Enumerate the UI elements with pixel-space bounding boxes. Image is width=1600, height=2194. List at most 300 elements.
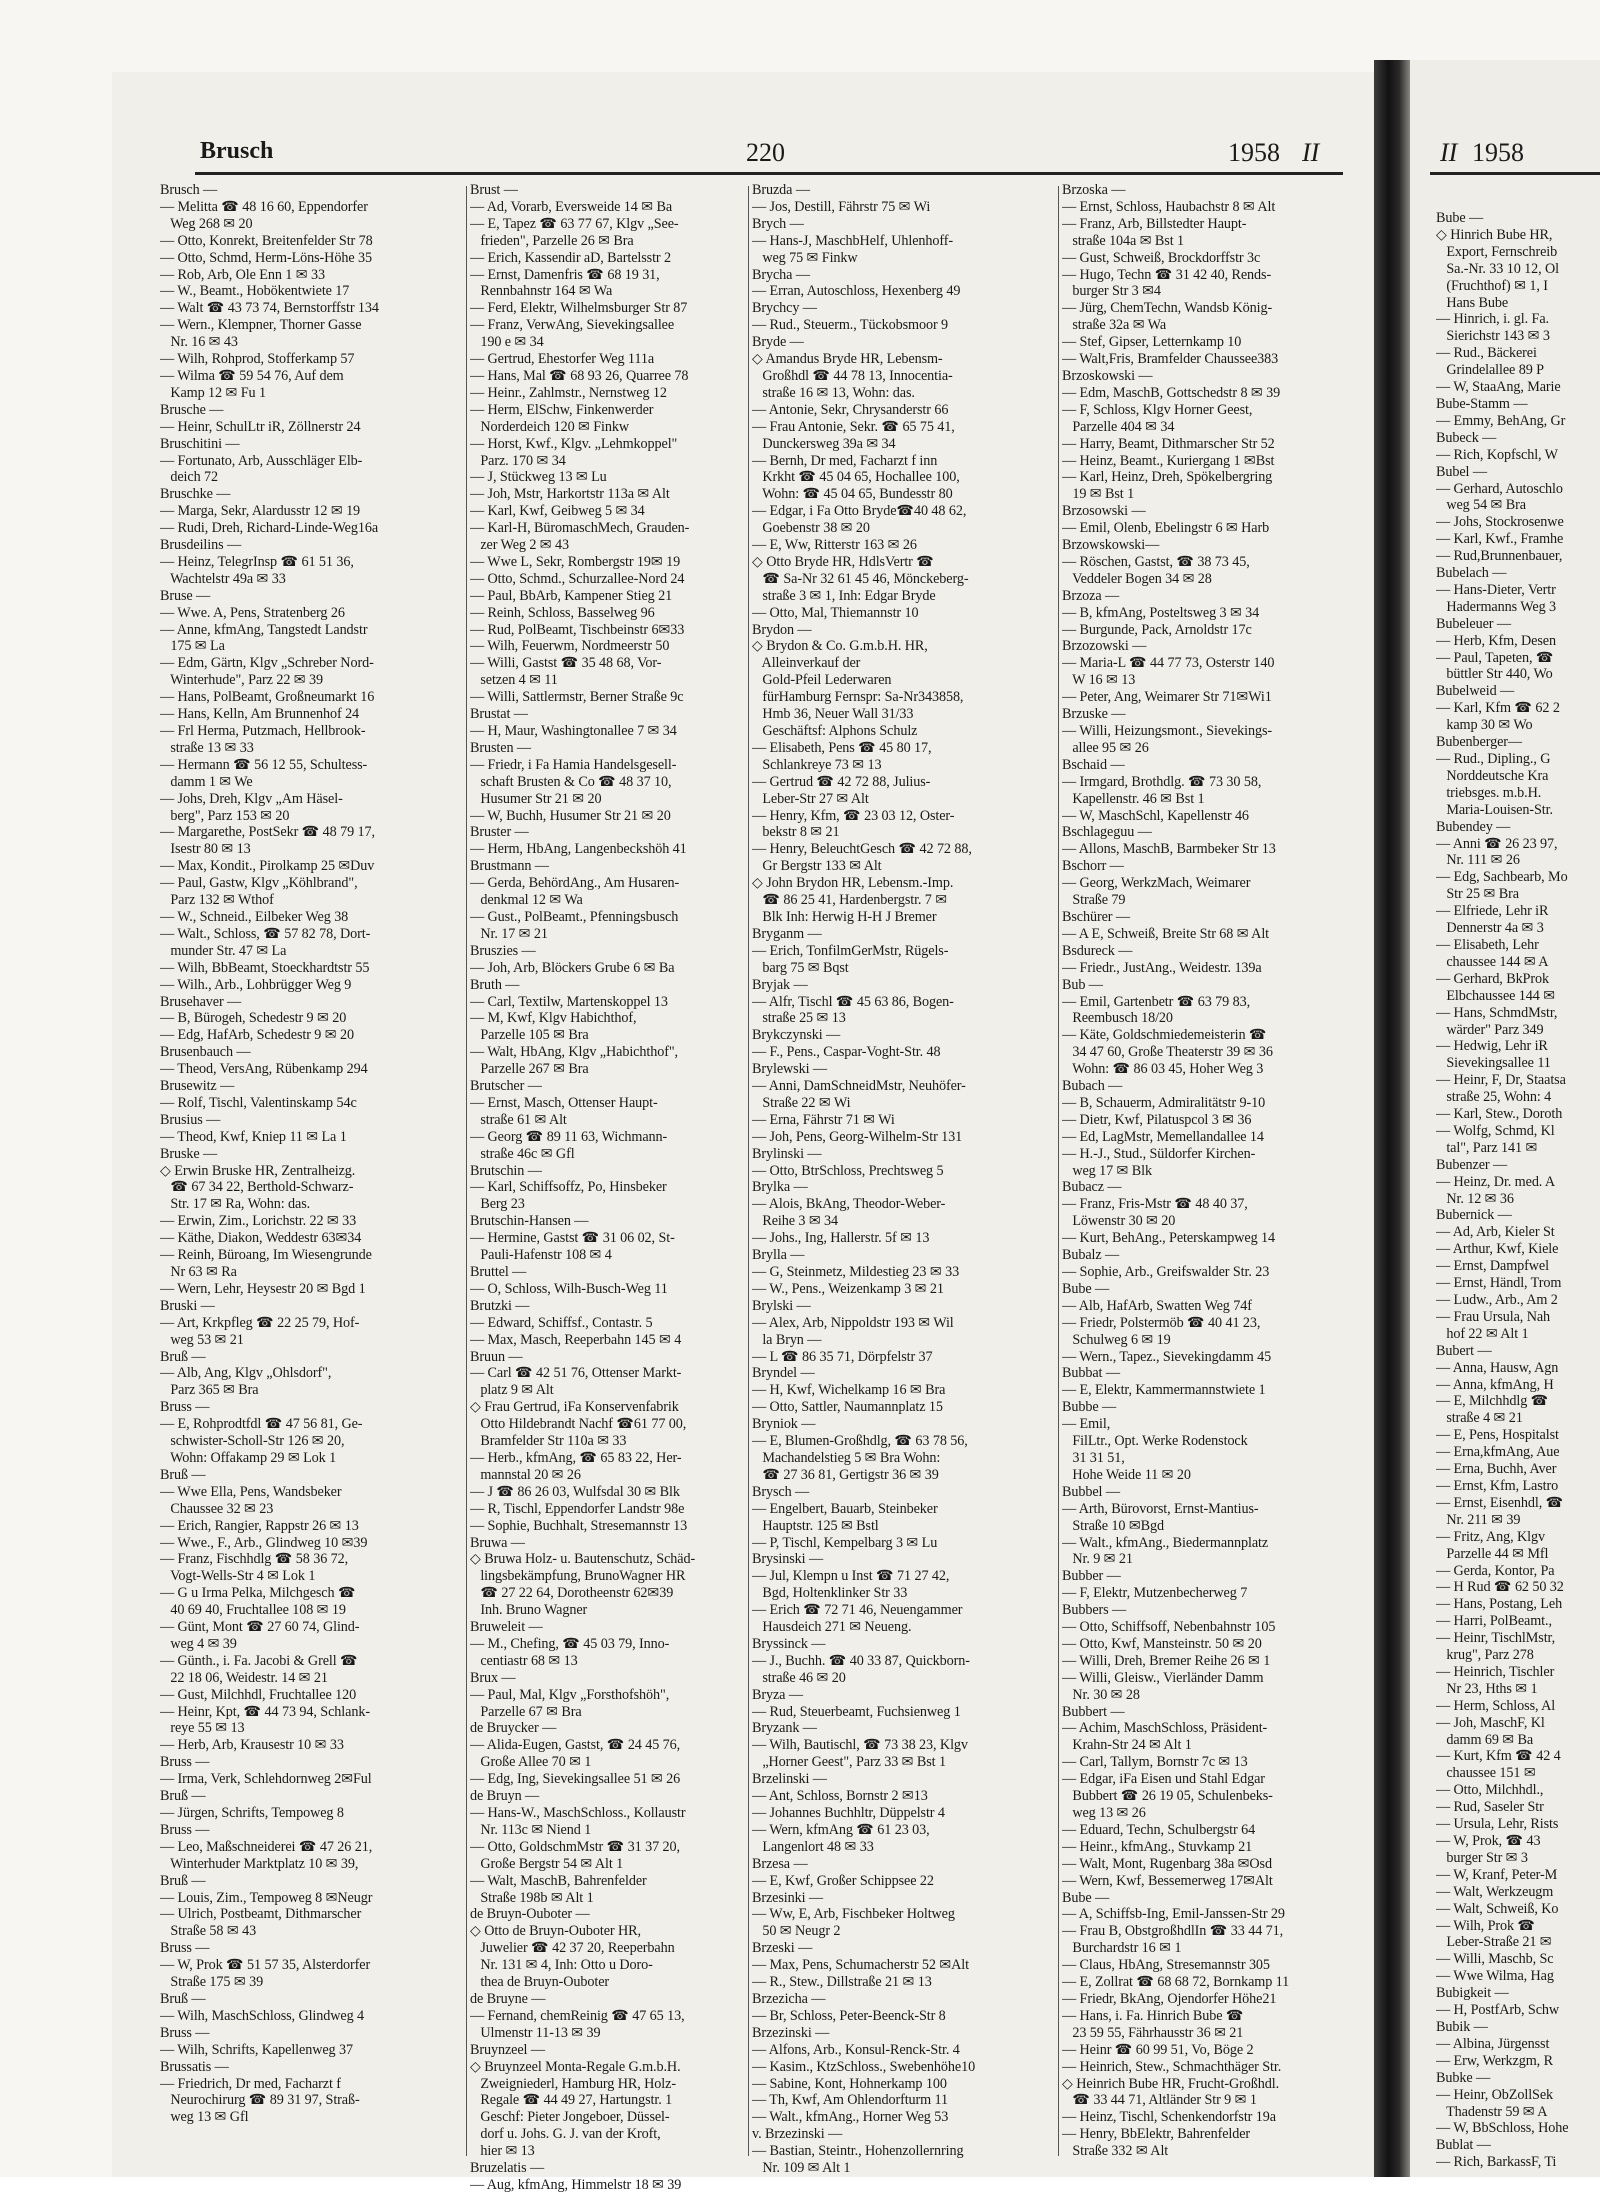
- directory-line: — Max, Masch, Reeperbahn 145 ✉ 4: [470, 1331, 682, 1348]
- directory-line: Löwenstr 30 ✉ 20: [1062, 1213, 1176, 1230]
- directory-line: Brusius —: [160, 1111, 221, 1128]
- directory-line: Bruß —: [160, 1348, 206, 1365]
- directory-line: — Ferd, Elektr, Wilhelmsburger Str 87: [470, 300, 688, 317]
- directory-line: ◇ Heinrich Bube HR, Frucht-Großhdl.: [1062, 2075, 1280, 2092]
- directory-line: — Arthur, Kwf, Kiele: [1436, 1241, 1559, 1258]
- directory-line: Bryndel —: [752, 1365, 815, 1382]
- directory-line: allee 95 ✉ 26: [1062, 739, 1149, 756]
- directory-line: Bryssinck —: [752, 1635, 826, 1652]
- directory-line: Brzeski —: [752, 1940, 813, 1957]
- directory-line: — W, Buchh, Husumer Str 21 ✉ 20: [470, 807, 671, 824]
- directory-line: ◇ Amandus Bryde HR, Lebensm-: [752, 351, 943, 368]
- directory-line: Nr. 211 ✉ 39: [1436, 1511, 1521, 1528]
- directory-line: Reembusch 18/20: [1062, 1010, 1173, 1027]
- directory-line: Bryganm —: [752, 925, 822, 942]
- directory-line: Str 25 ✉ Bra: [1436, 886, 1519, 903]
- directory-line: Brzoskowski —: [1062, 367, 1153, 384]
- directory-line: — Edg, Ing, Sievekingsallee 51 ✉ 26: [470, 1771, 681, 1788]
- directory-line: Brylla —: [752, 1247, 805, 1264]
- directory-line: — Edward, Schiffsf., Contastr. 5: [470, 1314, 653, 1331]
- directory-line: Bruss —: [160, 2024, 210, 2041]
- directory-line: zer Weg 2 ✉ 43: [470, 537, 570, 554]
- directory-line: — Frl Herma, Putzmach, Hellbrook-: [160, 723, 366, 739]
- directory-line: — Ludw., Arb., Am 2: [1436, 1292, 1558, 1308]
- directory-line: Bubbert —: [1062, 1703, 1125, 1720]
- directory-line: ◇ Bruwa Holz- u. Bautenschutz, Schäd-: [470, 1551, 696, 1568]
- directory-line: Brykczynski —: [752, 1027, 841, 1044]
- directory-line: Straße 198b ✉ Alt 1: [470, 1889, 594, 1906]
- directory-line: Bubelweid —: [1436, 683, 1515, 700]
- directory-line: Sa.-Nr. 33 10 12, Ol: [1436, 260, 1560, 277]
- directory-line: — Erna, Fährstr 71 ✉ Wi: [752, 1111, 895, 1128]
- directory-line: Bublat —: [1436, 2137, 1491, 2154]
- directory-line: — Fritz, Ang, Klgv: [1436, 1528, 1545, 1545]
- directory-line: deich 72: [160, 469, 218, 486]
- directory-line: — E, Zollrat ☎ 68 68 72, Bornkamp 11: [1062, 1974, 1290, 1991]
- directory-line: Brutschin —: [470, 1162, 542, 1179]
- directory-line: — Wilh, BbBeamt, Stoeckhardtstr 55: [160, 959, 370, 976]
- directory-line: wärder" Parz 349: [1436, 1021, 1544, 1038]
- directory-line: Bube-Stamm —: [1436, 395, 1528, 412]
- directory-line: straße 13 ✉ 33: [160, 739, 254, 756]
- directory-line: Bub —: [1062, 976, 1103, 993]
- directory-line: — Heinr, Kpt, ☎ 44 73 94, Schlank-: [160, 1703, 370, 1720]
- directory-line: — H, Kwf, Wichelkamp 16 ✉ Bra: [752, 1382, 946, 1399]
- directory-line: — Heinr, TischlMstr,: [1436, 1630, 1556, 1647]
- directory-line: — Georg ☎ 89 11 63, Wichmann-: [470, 1128, 668, 1145]
- directory-line: straße 32a ✉ Wa: [1062, 317, 1167, 334]
- directory-line: — Otto, Schiffsoff, Nebenbahnstr 105: [1062, 1619, 1276, 1636]
- directory-line: — Rud., Steuerm., Tückobsmoor 9: [752, 317, 949, 334]
- directory-line: Brzozowski —: [1062, 638, 1147, 655]
- directory-line: — Emmy, BehAng, Gr: [1436, 412, 1566, 429]
- directory-line: — Harry, Beamt, Dithmarscher Str 52: [1062, 435, 1275, 452]
- directory-line: burger Str ✉ 3: [1436, 1849, 1528, 1866]
- directory-line: — Wilh, Bautischl, ☎ 73 38 23, Klgv: [752, 1737, 968, 1754]
- directory-line: — W, Prok ☎ 51 57 35, Alsterdorfer: [160, 1957, 371, 1974]
- directory-line: — G u Irma Pelka, Milchgesch ☎: [160, 1585, 356, 1602]
- directory-line: Bubbers —: [1062, 1602, 1127, 1619]
- directory-line: Brzowskowski—: [1062, 537, 1160, 554]
- directory-line: — Antonie, Sekr, Chrysanderstr 66: [752, 401, 949, 418]
- directory-line: — Ulrich, Postbeamt, Dithmarscher: [160, 1906, 362, 1923]
- directory-line: — Kurt, BehAng., Peterskampweg 14: [1062, 1230, 1276, 1247]
- directory-line: — Br, Schloss, Peter-Beenck-Str 8: [752, 2007, 946, 2024]
- directory-line: Brusehaver —: [160, 993, 242, 1010]
- directory-line: ☎ 27 22 64, Dorotheenstr 62✉39: [470, 1585, 674, 1602]
- directory-line: ☎ 67 34 22, Berthold-Schwarz-: [160, 1179, 354, 1196]
- directory-line: — Hans, SchmdMstr,: [1436, 1004, 1558, 1021]
- directory-line: Brusenbauch —: [160, 1044, 251, 1061]
- directory-line: — Erwin, Zim., Lorichstr. 22 ✉ 33: [160, 1213, 357, 1230]
- directory-line: — Peter, Ang, Weimarer Str 71✉Wi1: [1062, 689, 1272, 706]
- directory-line: ◇ Hinrich Bube HR,: [1436, 226, 1553, 243]
- directory-line: Bruss —: [160, 1821, 210, 1838]
- directory-line: Bruss —: [160, 1754, 210, 1771]
- directory-line: Elbchaussee 144 ✉: [1436, 987, 1556, 1004]
- directory-line: — Hans, Mal ☎ 68 93 26, Quarree 78: [470, 367, 689, 384]
- directory-line: — Willi, Heizungsmont., Sievekings-: [1062, 723, 1273, 739]
- directory-line: tal", Parz 141 ✉: [1436, 1139, 1538, 1156]
- directory-line: — E, Ww, Ritterstr 163 ✉ 26: [752, 537, 917, 554]
- directory-line: Bruszies —: [470, 942, 536, 959]
- directory-line: weg 4 ✉ 39: [160, 1635, 237, 1652]
- directory-line: — Röschen, Gastst, ☎ 38 73 45,: [1062, 553, 1250, 570]
- directory-line: Große Bergstr 54 ✉ Alt 1: [470, 1855, 624, 1872]
- directory-line: damm 1 ✉ We: [160, 773, 253, 790]
- directory-line: Bruth —: [470, 976, 520, 993]
- directory-line: — Wilh, Feuerwm, Nordmeerstr 50: [470, 638, 670, 655]
- directory-line: — Leo, Maßschneiderei ☎ 47 26 21,: [160, 1838, 373, 1855]
- directory-line: — Erich ☎ 72 71 46, Neuengammer: [752, 1602, 963, 1619]
- directory-line: Bruski —: [160, 1297, 215, 1314]
- directory-line: — Heinr, SchulLtr iR, Zöllnerstr 24: [160, 418, 361, 435]
- directory-line: Winterhude", Parz 22 ✉ 39: [160, 672, 323, 689]
- directory-line: ◇ John Brydon HR, Lebensm.-Imp.: [752, 875, 954, 892]
- directory-line: — Edgar, i Fa Otto Bryde☎40 48 62,: [752, 503, 967, 520]
- directory-line: Bubernick —: [1436, 1207, 1512, 1224]
- directory-line: — P, Tischl, Kempelbarg 3 ✉ Lu: [752, 1534, 938, 1551]
- directory-line: Gold-Pfeil Lederwaren: [752, 672, 892, 689]
- directory-line: krug", Parz 278: [1436, 1647, 1534, 1664]
- directory-line: — Wilh., Arb., Lohbrügger Weg 9: [160, 976, 352, 993]
- directory-line: thea de Bruyn-Ouboter: [470, 1974, 610, 1991]
- directory-line: — Otto, Kwf, Mansteinstr. 50 ✉ 20: [1062, 1635, 1262, 1652]
- directory-line: — Walt ☎ 43 73 74, Bernstorffstr 134: [160, 300, 379, 317]
- directory-line: 22 18 06, Weidestr. 14 ✉ 21: [160, 1669, 328, 1686]
- page-number: 220: [746, 138, 785, 167]
- directory-line: — Ernst, Dampfwel: [1436, 1258, 1549, 1275]
- directory-line: — Anni, DamSchneidMstr, Neuhöfer-: [752, 1078, 966, 1095]
- directory-line: — Rud, Saseler Str: [1436, 1799, 1544, 1816]
- directory-line: — Louis, Zim., Tempoweg 8 ✉Neugr: [160, 1889, 373, 1906]
- directory-line: Nr. 30 ✉ 28: [1062, 1686, 1140, 1703]
- directory-line: Wohn: ☎ 86 03 45, Hoher Weg 3: [1062, 1061, 1264, 1078]
- directory-line: Weg 268 ✉ 20: [160, 215, 253, 232]
- directory-line: ◇ Otto de Bruyn-Ouboter HR,: [470, 1923, 641, 1940]
- directory-line: — Hans-J, MaschbHelf, Uhlenhoff-: [752, 232, 954, 249]
- directory-line: Krkht ☎ 45 04 65, Hochallee 100,: [752, 469, 960, 486]
- directory-line: Parz 365 ✉ Bra: [160, 1382, 259, 1399]
- directory-line: — Friedrich, Dr med, Facharzt f: [160, 2075, 341, 2092]
- directory-line: straße 25, Wohn: 4: [1436, 1089, 1552, 1106]
- directory-line: — Arth, Bürovorst, Ernst-Mantius-: [1062, 1500, 1259, 1517]
- directory-line: — Gertrud, Ehestorfer Weg 111a: [470, 351, 655, 368]
- directory-line: — Herb, Arb, Krausestr 10 ✉ 33: [160, 1737, 344, 1754]
- directory-line: Brzesinki —: [752, 1889, 824, 1906]
- directory-line: — Otto, Mal, Thiemannstr 10: [752, 604, 919, 621]
- directory-line: — Elisabeth, Pens ☎ 45 80 17,: [752, 739, 932, 756]
- directory-line: — Paul, Tapeten, ☎: [1436, 649, 1554, 666]
- directory-line: setzen 4 ✉ 11: [470, 672, 558, 689]
- directory-line: — Burgunde, Pack, Arnoldstr 17c: [1062, 621, 1252, 638]
- directory-line: — Johs, Dreh, Klgv „Am Häsel-: [160, 790, 343, 807]
- directory-line: Bryjak —: [752, 976, 808, 993]
- directory-line: — Paul, BbArb, Kampener Stieg 21: [470, 587, 673, 604]
- directory-line: — Walt, Werkzeugm: [1436, 1883, 1554, 1900]
- directory-line: — W, BbSchloss, Hohe: [1436, 2120, 1569, 2137]
- directory-line: — Ww, E, Arb, Fischbeker Holtweg: [752, 1906, 955, 1923]
- directory-line: — Walt, Schweiß, Ko: [1436, 1900, 1559, 1917]
- directory-line: — Alb, HafArb, Swatten Weg 74f: [1062, 1297, 1252, 1314]
- directory-line: Maria-Louisen-Str.: [1436, 801, 1553, 818]
- header-year: 1958: [1228, 138, 1280, 167]
- directory-line: — Günt, Mont ☎ 27 60 74, Glind-: [160, 1619, 360, 1636]
- directory-line: Bubel —: [1436, 463, 1487, 480]
- directory-line: — Ad, Arb, Kieler St: [1436, 1224, 1555, 1241]
- directory-line: — E, Kwf, Großer Schippsee 22: [752, 1872, 934, 1889]
- directory-line: straße 46 ✉ 20: [752, 1669, 846, 1686]
- directory-line: reye 55 ✉ 13: [160, 1720, 245, 1737]
- directory-line: Bubacz —: [1062, 1179, 1122, 1196]
- directory-line: Nr. 16 ✉ 43: [160, 334, 238, 351]
- directory-line: Bubbert ☎ 26 19 05, Schulenbeks-: [1062, 1788, 1273, 1805]
- right-header-rule: [1430, 172, 1600, 175]
- directory-line: — Carl, Tallym, Bornstr 7c ✉ 13: [1062, 1754, 1248, 1771]
- directory-line: — Wilh, Schrifts, Kapellenweg 37: [160, 2041, 353, 2058]
- directory-line: Norddeutsche Kra: [1436, 767, 1549, 784]
- directory-line: — Rud, Steuerbeamt, Fuchsienweg 1: [752, 1703, 961, 1720]
- directory-line: — E, Tapez ☎ 63 77 67, Klgv „See-: [470, 215, 679, 232]
- directory-line: Bruß —: [160, 1990, 206, 2007]
- directory-line: Bubke —: [1436, 2069, 1491, 2086]
- directory-line: — Paul, Gastw, Klgv „Köhlbrand",: [160, 875, 358, 892]
- directory-line: — Reinh, Büroang, Im Wiesengrunde: [160, 1247, 372, 1264]
- directory-line: Brutzki —: [470, 1297, 530, 1314]
- directory-line: weg 13 ✉ Gfl: [160, 2109, 249, 2126]
- directory-line: — E, Blumen-Großhdlg, ☎ 63 78 56,: [752, 1433, 968, 1450]
- directory-line: — Engelbert, Bauarb, Steinbeker: [752, 1500, 938, 1517]
- directory-line: — Anni ☎ 26 23 97,: [1436, 835, 1558, 852]
- directory-line: Hauptstr. 125 ✉ Bstl: [752, 1517, 879, 1534]
- directory-line: Bruwa —: [470, 1534, 525, 1551]
- directory-line: Regale ☎ 44 49 27, Hartungstr. 1: [470, 2092, 673, 2109]
- directory-line: — Herm, Schloss, Al: [1436, 1697, 1556, 1714]
- directory-line: — Art, Krkpfleg ☎ 22 25 79, Hof-: [160, 1314, 360, 1331]
- directory-line: Brysch —: [752, 1483, 810, 1500]
- directory-line: Brylinski —: [752, 1145, 822, 1162]
- directory-line: — Reinh, Schloss, Basselweg 96: [470, 604, 655, 621]
- directory-line: 175 ✉ La: [160, 638, 225, 655]
- directory-line: Nr. 12 ✉ 36: [1436, 1190, 1514, 1207]
- directory-line: ◇ Frau Gertrud, iFa Konservenfabrik: [470, 1399, 679, 1416]
- directory-line: Nr. 111 ✉ 26: [1436, 852, 1520, 869]
- directory-line: weg 53 ✉ 21: [160, 1331, 244, 1348]
- directory-line: Parzelle 105 ✉ Bra: [470, 1027, 589, 1044]
- directory-line: Brydon —: [752, 621, 812, 638]
- directory-line: Schulweg 6 ✉ 19: [1062, 1331, 1171, 1348]
- directory-line: Bruss —: [160, 1399, 210, 1416]
- directory-line: Blk Inh: Herwig H-H J Bremer: [752, 908, 937, 925]
- directory-line: — Kasim., KtzSchloss., Swebenhöhe10: [752, 2058, 976, 2075]
- directory-line: centiastr 68 ✉ 13: [470, 1652, 578, 1669]
- directory-line: — F., Pens., Caspar-Voght-Str. 48: [752, 1044, 941, 1061]
- directory-line: ☎ 27 36 81, Gertigstr 36 ✉ 39: [752, 1466, 939, 1483]
- directory-line: — Gerhard, Autoschlo: [1436, 480, 1563, 497]
- directory-line: — Friedr., JustAng., Weidestr. 139a: [1062, 959, 1262, 976]
- directory-line: — Hedwig, Lehr iR: [1436, 1038, 1548, 1055]
- directory-line: — Frau Antonie, Sekr. ☎ 65 75 41,: [752, 418, 955, 435]
- directory-line: weg 17 ✉ Blk: [1062, 1162, 1152, 1179]
- directory-line: — Heinz, TelegrInsp ☎ 61 51 36,: [160, 553, 354, 570]
- directory-line: — Anna, Hausw, Agn: [1436, 1359, 1559, 1376]
- directory-line: Bschürer —: [1062, 908, 1130, 925]
- directory-line: — Jos, Destill, Fährstr 75 ✉ Wi: [752, 198, 931, 215]
- directory-line: — Otto, Milchhdl.,: [1436, 1782, 1544, 1799]
- directory-line: — Herm, HbAng, Langenbeckshöh 41: [470, 841, 687, 858]
- directory-line: Bubert —: [1436, 1342, 1492, 1359]
- directory-line: — Ad, Vorarb, Eversweide 14 ✉ Ba: [470, 198, 673, 215]
- directory-line: Straße 79: [1062, 892, 1126, 909]
- directory-column-4: [1062, 182, 1362, 2160]
- directory-line: — Heinr., kfmAng., Stuvkamp 21: [1062, 1838, 1253, 1855]
- directory-line: — Walt,Fris, Bramfelder Chaussee383: [1062, 351, 1279, 368]
- directory-line: Reihe 3 ✉ 34: [752, 1213, 839, 1230]
- directory-line: Brusche —: [160, 401, 224, 418]
- directory-line: W 16 ✉ 13: [1062, 672, 1136, 689]
- directory-line: Bubeck —: [1436, 429, 1497, 446]
- directory-line: — Friedr, BkAng, Ojendorfer Höhe21: [1062, 1990, 1277, 2007]
- directory-line: straße 3 ✉ 1, Inh: Edgar Bryde: [752, 587, 936, 604]
- directory-line: — Rud., Dipling., G: [1436, 751, 1551, 767]
- directory-line: dorf u. Johs. G. J. van der Kroft,: [470, 2126, 661, 2143]
- directory-line: Hans Bube: [1436, 294, 1509, 311]
- directory-line: Brussatis —: [160, 2058, 229, 2075]
- directory-line: — Marga, Sekr, Alardusstr 12 ✉ 19: [160, 503, 361, 520]
- directory-line: Bruß —: [160, 1466, 206, 1483]
- directory-line: Bubelach —: [1436, 565, 1507, 582]
- directory-line: Bube —: [1062, 1889, 1110, 1906]
- directory-line: — Erich, Kassendir aD, Bartelsstr 2: [470, 249, 671, 266]
- directory-line: Bruzda —: [752, 182, 810, 198]
- directory-line: ◇ Brydon & Co. G.m.b.H. HR,: [752, 638, 928, 655]
- directory-line: — W., Beamt., Hobökentwiete 17: [160, 283, 350, 300]
- directory-line: — Eduard, Techn, Schulbergstr 64: [1062, 1821, 1256, 1838]
- directory-line: — Heinr, ObZollSek: [1436, 2086, 1554, 2103]
- directory-line: ☎ 33 44 71, Altländer Str 9 ✉ 1: [1062, 2092, 1257, 2109]
- directory-line: Bschorr —: [1062, 858, 1124, 875]
- directory-line: Brustat —: [470, 706, 528, 723]
- right-header-part: II: [1440, 138, 1458, 167]
- directory-line: — R., Stew., Dillstraße 21 ✉ 13: [752, 1974, 932, 1991]
- directory-line: — Irma, Verk, Schlehdornweg 2✉Ful: [160, 1771, 372, 1788]
- directory-line: — Erna, Buchh, Aver: [1436, 1461, 1557, 1478]
- directory-line: damm 69 ✉ Ba: [1436, 1731, 1534, 1748]
- directory-line: Bsdureck —: [1062, 942, 1133, 959]
- directory-line: 23 59 55, Fährhausstr 36 ✉ 21: [1062, 2024, 1244, 2041]
- directory-line: — E, Milchhdlg ☎: [1436, 1393, 1549, 1410]
- directory-line: — Henry, BeleuchtGesch ☎ 42 72 88,: [752, 841, 972, 858]
- directory-line: — E, Pens, Hospitalst: [1436, 1427, 1559, 1444]
- directory-line: — Hans, i. Fa. Hinrich Bube ☎: [1062, 2007, 1244, 2024]
- directory-line: Parzelle 267 ✉ Bra: [470, 1061, 589, 1078]
- directory-line: Brust —: [470, 182, 518, 198]
- directory-line: chaussee 151 ✉: [1436, 1765, 1536, 1782]
- header-part: II: [1302, 138, 1320, 167]
- directory-line: Brustmann —: [470, 858, 549, 875]
- directory-line: — Hermann ☎ 56 12 55, Schultess-: [160, 756, 368, 773]
- directory-line: — Herm, ElSchw, Finkenwerder: [470, 401, 654, 418]
- directory-line: — W., Pens., Weizenkamp 3 ✉ 21: [752, 1280, 944, 1297]
- directory-line: weg 13 ✉ 26: [1062, 1805, 1146, 1821]
- directory-line: — F, Elektr, Mutzenbecherweg 7: [1062, 1585, 1248, 1602]
- directory-line: — Karl, Kwf., Framhe: [1436, 531, 1564, 548]
- directory-line: — H, Maur, Washingtonallee 7 ✉ 34: [470, 723, 677, 739]
- directory-line: straße 16 ✉ 13, Wohn: das.: [752, 384, 915, 401]
- directory-column-5-partial: [1436, 210, 1600, 2171]
- directory-line: — Carl ☎ 42 51 76, Ottenser Markt-: [470, 1365, 682, 1382]
- directory-line: — Ernst, Händl, Trom: [1436, 1275, 1562, 1292]
- directory-line: Bubach —: [1062, 1078, 1123, 1095]
- directory-line: Brzosowski —: [1062, 503, 1146, 520]
- directory-line: kamp 30 ✉ Wo: [1436, 717, 1533, 734]
- directory-line: Große Allee 70 ✉ 1: [470, 1754, 592, 1771]
- directory-line: — Wwe. A, Pens, Stratenberg 26: [160, 604, 345, 621]
- directory-line: — Walt., Schloss, ☎ 57 82 78, Dort-: [160, 925, 371, 942]
- directory-line: Dennerstr 4a ✉ 3: [1436, 920, 1544, 937]
- directory-line: — Jürgen, Schrifts, Tempoweg 8: [160, 1805, 344, 1821]
- directory-line: — Gust., PolBeamt., Pfenningsbusch: [470, 908, 679, 925]
- directory-line: — Walt, MaschB, Bahrenfelder: [470, 1872, 647, 1889]
- directory-line: — Wern, Kwf, Bessemerweg 17✉Alt: [1062, 1872, 1273, 1889]
- directory-line: — Rich, BarkassF, Ti: [1436, 2154, 1557, 2171]
- directory-line: — Hans, Postang, Leh: [1436, 1596, 1563, 1613]
- directory-line: — Otto, Konrekt, Breitenfelder Str 78: [160, 232, 373, 249]
- directory-line: Krahn-Str 24 ✉ Alt 1: [1062, 1737, 1192, 1754]
- directory-line: Gr Bergstr 133 ✉ Alt: [752, 858, 882, 875]
- directory-line: — Willi, Dreh, Bremer Reihe 26 ✉ 1: [1062, 1652, 1271, 1669]
- directory-line: — Karl, Kfm ☎ 62 2: [1436, 700, 1560, 717]
- directory-line: bekstr 8 ✉ 21: [752, 824, 840, 841]
- directory-line: — Dietr, Kwf, Pilatuspcol 3 ✉ 36: [1062, 1111, 1252, 1128]
- directory-line: — Theod, VersAng, Rübenkamp 294: [160, 1061, 368, 1078]
- directory-line: — Gertrud ☎ 42 72 88, Julius-: [752, 773, 931, 790]
- directory-line: Bruschke —: [160, 486, 231, 503]
- directory-line: Export, Fernschreib: [1436, 243, 1558, 260]
- directory-line: — Karl, Schiffsoffz, Po, Hinsbeker: [470, 1179, 667, 1196]
- directory-line: — Rud., Bäckerei: [1436, 345, 1537, 362]
- directory-line: — Jul, Klempn u Inst ☎ 71 27 42,: [752, 1568, 950, 1585]
- directory-line: — Walt, Mont, Rugenbarg 38a ✉Osd: [1062, 1855, 1272, 1872]
- directory-line: — Sophie, Arb., Greifswalder Str. 23: [1062, 1264, 1270, 1280]
- directory-line: straße 61 ✉ Alt: [470, 1111, 567, 1128]
- directory-line: — Friedr, i Fa Hamia Handelsgesell-: [470, 756, 677, 773]
- directory-line: Bruzelatis —: [470, 2160, 545, 2177]
- directory-line: Hausdeich 271 ✉ Neueng.: [752, 1619, 912, 1636]
- directory-line: — Hans, PolBeamt, Großneumarkt 16: [160, 689, 375, 706]
- directory-line: Bubik —: [1436, 2018, 1488, 2035]
- directory-line: — Heinrich, Tischler: [1436, 1663, 1555, 1680]
- directory-line: — Käthe, Diakon, Weddestr 63✉34: [160, 1230, 362, 1247]
- directory-line: Brzelinski —: [752, 1771, 827, 1788]
- directory-line: Bruster —: [470, 824, 529, 841]
- directory-line: Rennbahnstr 164 ✉ Wa: [470, 283, 613, 300]
- directory-line: — Fortunato, Arb, Ausschläger Elb-: [160, 452, 363, 469]
- directory-line: — Emil, Gartenbetr ☎ 63 79 83,: [1062, 993, 1251, 1010]
- directory-line: — Walt, HbAng, Klgv „Habichthof",: [470, 1044, 678, 1061]
- directory-line: — Wolfg, Schmd, Kl: [1436, 1122, 1555, 1139]
- directory-line: — B, Schauerm, Admiralitätstr 9-10: [1062, 1094, 1266, 1111]
- directory-line: — Rud,Brunnenbauer,: [1436, 548, 1563, 565]
- directory-line: Brysinski —: [752, 1551, 824, 1568]
- directory-line: Geschf: Pieter Jongeboer, Düssel-: [470, 2109, 670, 2126]
- directory-line: — Irmgard, Brothdlg. ☎ 73 30 58,: [1062, 773, 1262, 790]
- directory-line: — Willi, Gastst ☎ 35 48 68, Vor-: [470, 655, 662, 672]
- directory-line: Bubenberger—: [1436, 734, 1523, 751]
- directory-line: — Wilh, Prok ☎: [1436, 1917, 1535, 1934]
- directory-line: Parzelle 67 ✉ Bra: [470, 1703, 582, 1720]
- directory-line: Leber-Str 27 ✉ Alt: [752, 790, 869, 807]
